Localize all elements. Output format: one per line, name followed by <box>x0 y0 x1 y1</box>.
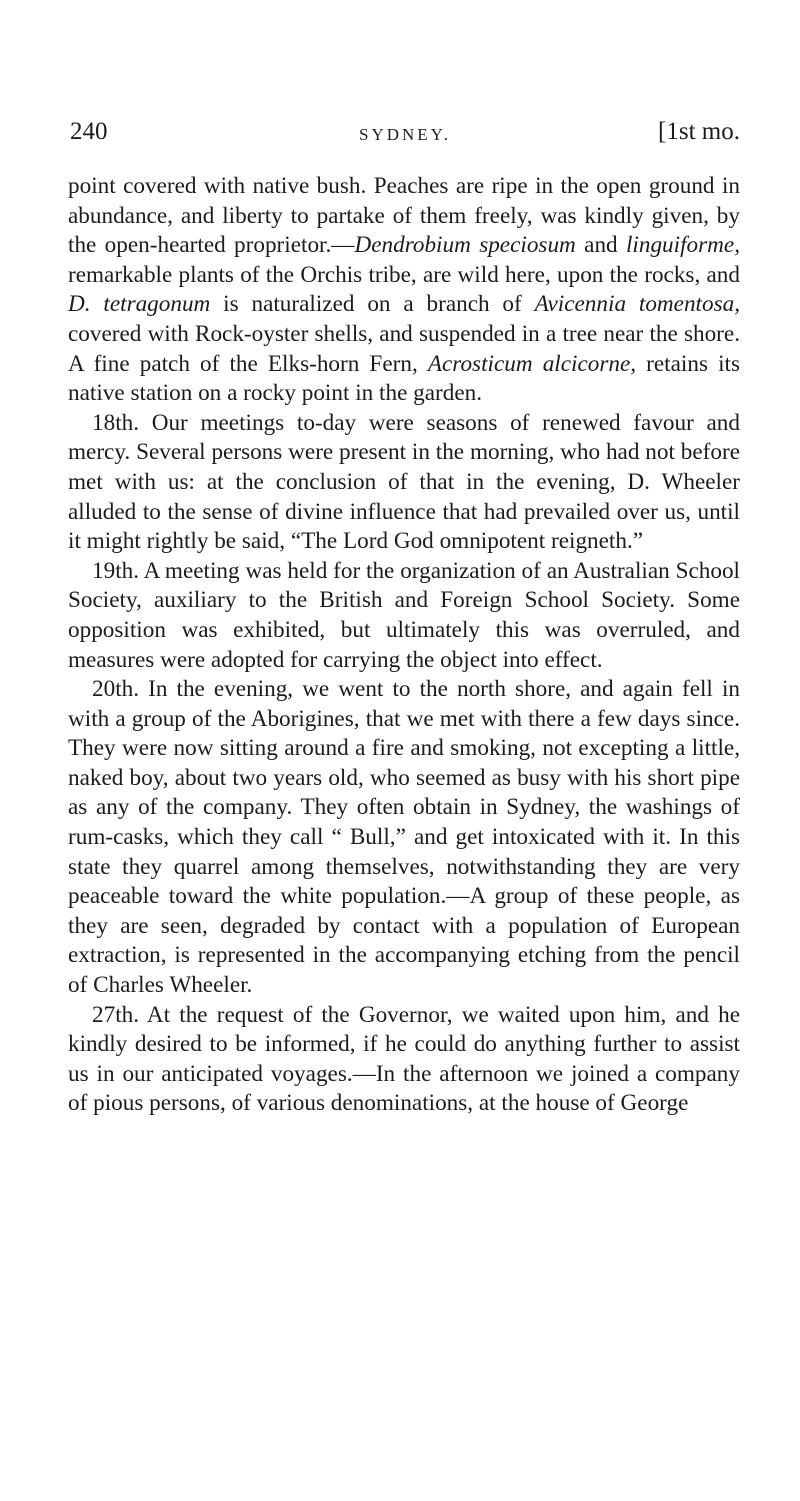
text-run: 20th. In the evening, we went to the north shore, and again fell in with a group of the Aborigines, that we met with there a few days since. They were now sitting around a fire and smoking, not excepting a little, naked boy, about two years old, who seemed as busy with his short pipe as any of the company. They often obtain in Sydney, the washings of rum-casks, which they call “ Bull,” and get intoxicated with it. In this state they quarrel among themselves, notwithstanding they are very peaceable toward the white population.—A group of these people, as they are seen, degraded by contact with a population of European extraction, is represented in the accompanying etching from the pencil of Charles Wheeler. <box>68 676 740 999</box>
paragraph <box>68 557 740 675</box>
text-run: covered with Rock-oyster shells, and suspended in a tree near the shore. A fine patch of the Elks-horn Fern, <box>68 320 740 377</box>
italic-text: D. tetragonum <box>68 291 211 318</box>
text-run: remarkable plants of the Orchis tribe, are wild here, upon the rocks, and <box>68 261 740 288</box>
text-run: 18th. Our meetings to-day were seasons of renewed favour and mercy. Several persons were present in the morning, who had not before met with us: at the conclusion of that in the evening, D. Wheeler alluded to the sense of divine influence that had prevailed over us, until it might rightly be said, “The Lord God omnipotent reigneth.” <box>68 409 740 555</box>
text-run: 19th. A meeting was held for the organization of an Australian School Society, auxiliary to the British and Foreign School Society. Some opposition was exhibited, but ultimately this was overruled, and measures were adopted for carrying the object into effect. <box>68 557 740 673</box>
paragraph <box>68 1001 740 1119</box>
italic-text: Dendrobium speciosum <box>354 232 576 259</box>
italic-text: Acrosticum alcicorne, <box>427 350 637 377</box>
italic-text: Avicennia tomentosa, <box>534 291 740 318</box>
paragraph <box>68 409 740 557</box>
text-run: is naturalized on a branch of <box>210 291 535 318</box>
text-run: retains its native station on a rocky point in the garden. <box>68 350 740 407</box>
paragraph <box>68 172 740 409</box>
text-run: 27th. At the request of the Governor, we waited upon him, and he kindly desired to be informed, if he could do anything further to assist us in our anticipated voyages.—In the afternoon we joined a company of pious persons, of various denominations, at the house of George <box>68 1001 740 1117</box>
paragraph <box>68 675 740 1001</box>
italic-text: linguiforme, <box>625 232 740 259</box>
body-text <box>68 172 740 1119</box>
running-title: SYDNEY. <box>358 125 451 144</box>
running-header <box>70 118 740 152</box>
text-run: and <box>575 232 626 259</box>
section-marker: [1st mo. <box>658 118 740 145</box>
text-run: point covered with native bush. Peaches are ripe in the open ground in abundance, and liberty to partake of them freely, was kindly given, by the open-hearted proprietor.— <box>68 173 740 259</box>
page-number: 240 <box>70 118 108 145</box>
